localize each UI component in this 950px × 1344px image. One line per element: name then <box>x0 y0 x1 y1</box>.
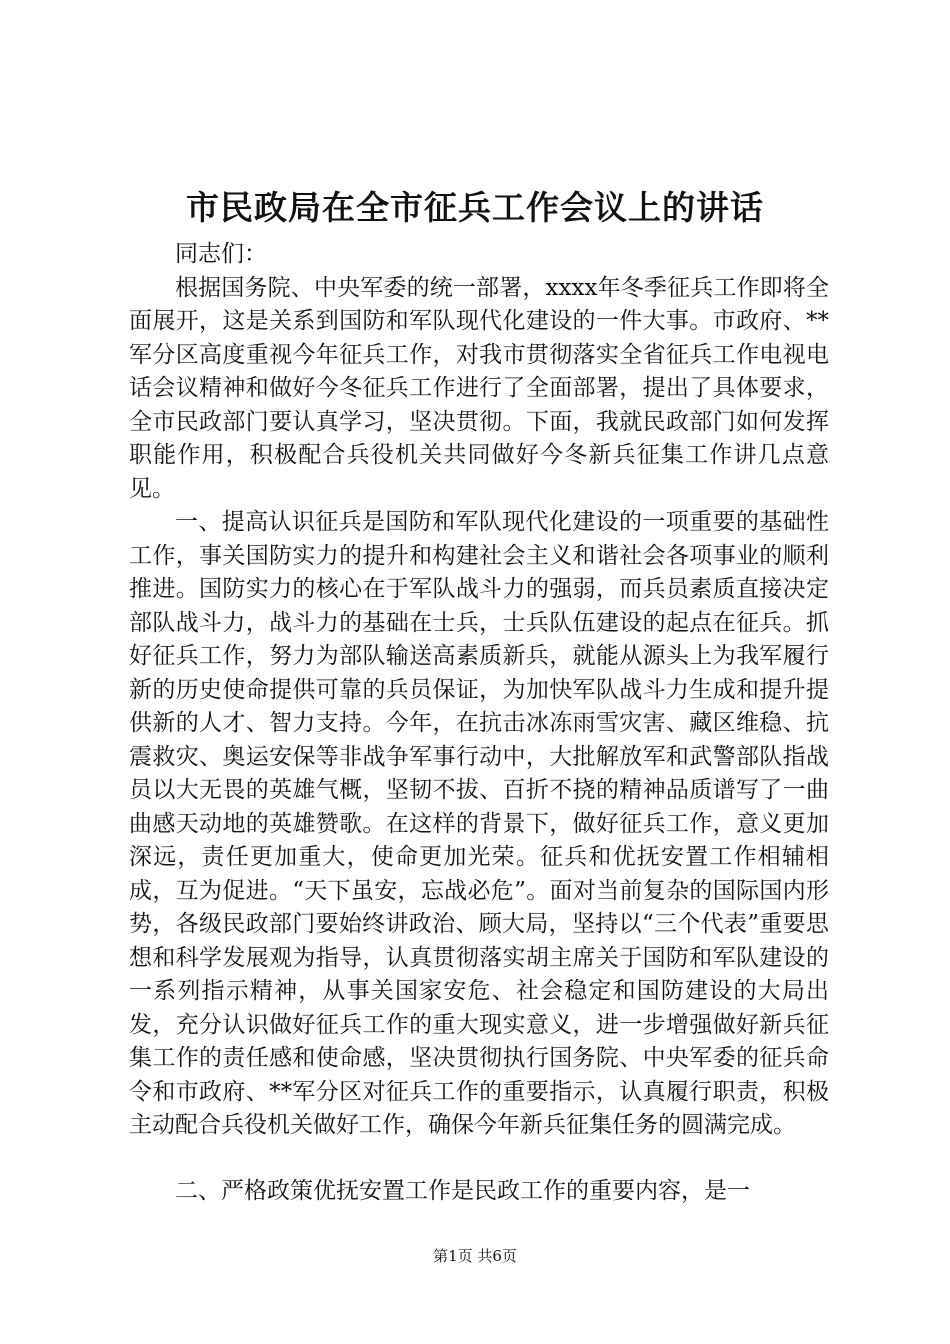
paragraph-section-1: 一、提高认识征兵是国防和军队现代化建设的一项重要的基础性工作，事关国防实力的提升和构建社会主义和谐社会各项事业的顺利推进。国防实力的核心在于军队战斗力的强弱，而兵员素质直接决定部队战斗力，战斗力的基础在士兵，士兵队伍建设的起点在征兵。抓好征兵工作，努力为部队输送高素质新兵，就能从源头上为我军履行新的历史使命提供可靠的兵员保证，为加快军队战斗力生成和提升提供新的人才、智力支持。今年，在抗击冰冻雨雪灾害、藏区维稳、抗震救灾、奥运安保等非战争军事行动中，大批解放军和武警部队指战员以大无畏的英雄气概，坚韧不拔、百折不挠的精神品质谱写了一曲曲感天动地的英雄赞歌。在这样的背景下，做好征兵工作，意义更加深远，责任更加重大，使命更加光荣。征兵和优抚安置工作相辅相成，互为促进。“天下虽安，忘战必危”。面对当前复杂的国际国内形势，各级民政部门要始终讲政治、顾大局，坚持以“三个代表”重要思想和科学发展观为指导，认真贯彻落实胡主席关于国防和军队建设的一系列指示精神，从事关国家安危、社会稳定和国防建设的大局出发，充分认识做好征兵工作的重大现实意义，进一步增强做好新兵征集工作的责任感和使命感，坚决贯彻执行国务院、中央军委的征兵命令和市政府、**军分区对征兵工作的重要指示，认真履行职责，积极主动配合兵役机关做好工作，确保今年新兵征集任务的圆满完成。 <box>129 509 829 1138</box>
page-footer: 第1页 共6页 <box>433 1247 517 1265</box>
document-title: 市民政局在全市征兵工作会议上的讲话 <box>186 188 764 227</box>
document-body <box>129 238 829 1208</box>
salutation: 同志们： <box>175 241 267 267</box>
paragraph-section-2: 二、严格政策优抚安置工作是民政工作的重要内容，是一 <box>175 1177 750 1204</box>
paragraph-intro: 根据国务院、中央军委的统一部署，xxxx年冬季征兵工作即将全面展开，这是关系到国防和军队现代化建设的一件大事。市政府、**军分区高度重视今年征兵工作，对我市贯彻落实全省征兵工作电视电话会议精神和做好今冬征兵工作进行了全面部署，提出了具体要求，全市民政部门要认真学习，坚决贯彻。下面，我就民政部门如何发挥职能作用，积极配合兵役机关共同做好今冬新兵征集工作讲几点意见。 <box>129 274 829 502</box>
